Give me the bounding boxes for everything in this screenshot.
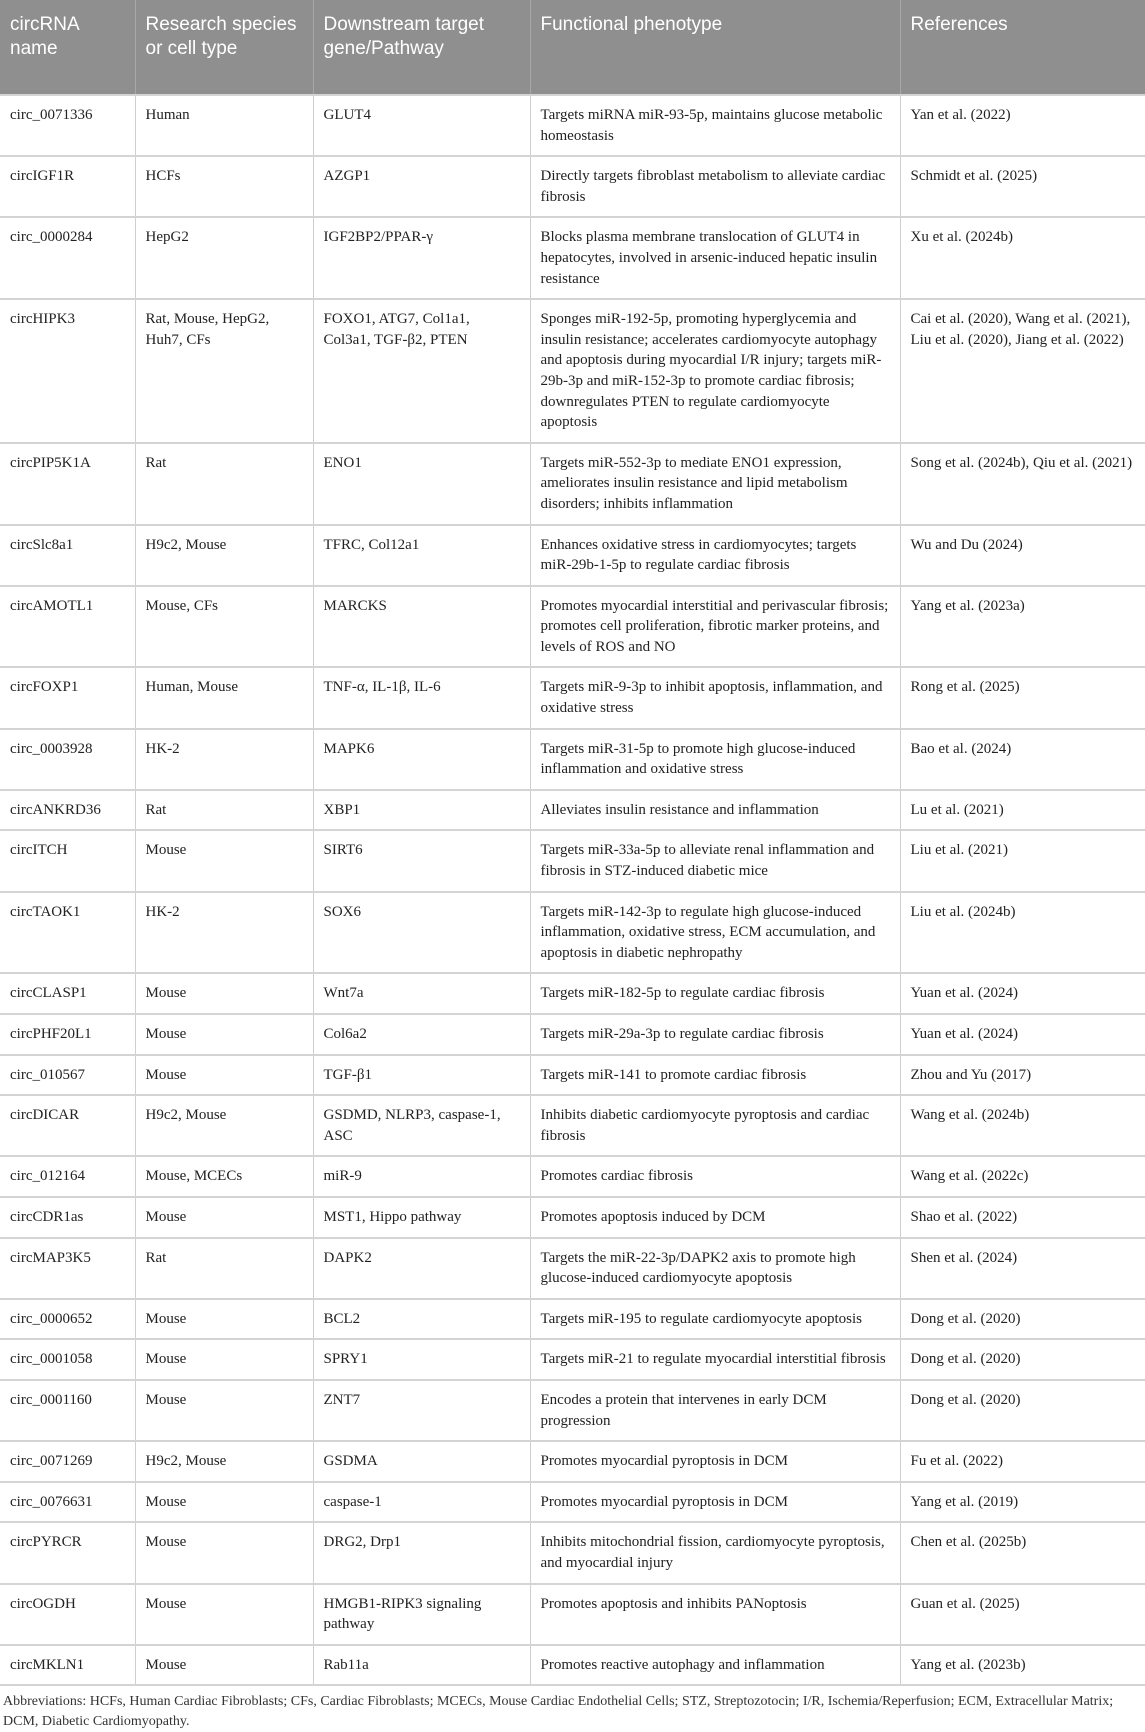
- cell-target: DRG2, Drp1: [313, 1522, 530, 1583]
- cell-references: Dong et al. (2020): [900, 1380, 1145, 1441]
- cell-references: Wu and Du (2024): [900, 525, 1145, 586]
- cell-circrna-name: circFOXP1: [0, 667, 135, 728]
- cell-circrna-name: circ_012164: [0, 1156, 135, 1197]
- cell-species: Human: [135, 95, 313, 156]
- cell-species: Rat: [135, 443, 313, 525]
- table-row: [0, 729, 1145, 790]
- cell-circrna-name: circCDR1as: [0, 1197, 135, 1238]
- cell-references: Yuan et al. (2024): [900, 973, 1145, 1014]
- cell-target: IGF2BP2/PPAR-γ: [313, 217, 530, 299]
- table-row: [0, 1339, 1145, 1380]
- cell-references: Fu et al. (2022): [900, 1441, 1145, 1482]
- cell-references: Yang et al. (2019): [900, 1482, 1145, 1523]
- cell-circrna-name: circMAP3K5: [0, 1238, 135, 1299]
- cell-circrna-name: circANKRD36: [0, 790, 135, 831]
- cell-species: HK-2: [135, 729, 313, 790]
- cell-phenotype: Targets miR-31-5p to promote high glucose-induced inflammation and oxidative stress: [530, 729, 900, 790]
- header-target: Downstream target gene/Pathway: [313, 0, 530, 95]
- cell-references: Cai et al. (2020), Wang et al. (2021), Liu et al. (2020), Jiang et al. (2022): [900, 299, 1145, 443]
- cell-references: Yang et al. (2023a): [900, 586, 1145, 668]
- cell-target: TFRC, Col12a1: [313, 525, 530, 586]
- cell-target: AZGP1: [313, 156, 530, 217]
- table-row: [0, 525, 1145, 586]
- cell-references: Bao et al. (2024): [900, 729, 1145, 790]
- cell-species: Mouse: [135, 1055, 313, 1096]
- header-references: References: [900, 0, 1145, 95]
- cell-circrna-name: circSlc8a1: [0, 525, 135, 586]
- cell-phenotype: Blocks plasma membrane translocation of GLUT4 in hepatocytes, involved in arsenic-induced hepatic insulin resistance: [530, 217, 900, 299]
- table-row: [0, 973, 1145, 1014]
- cell-circrna-name: circ_0000652: [0, 1299, 135, 1340]
- header-species: Research species or cell type: [135, 0, 313, 95]
- cell-phenotype: Promotes apoptosis and inhibits PANoptosis: [530, 1584, 900, 1645]
- cell-target: Rab11a: [313, 1645, 530, 1686]
- table-row: [0, 1095, 1145, 1156]
- header-circrna-name: circRNA name: [0, 0, 135, 95]
- cell-references: Schmidt et al. (2025): [900, 156, 1145, 217]
- cell-species: Mouse: [135, 973, 313, 1014]
- table-row: [0, 299, 1145, 443]
- cell-target: Wnt7a: [313, 973, 530, 1014]
- cell-species: HCFs: [135, 156, 313, 217]
- cell-references: Liu et al. (2024b): [900, 892, 1145, 974]
- cell-circrna-name: circ_0076631: [0, 1482, 135, 1523]
- table-row: [0, 830, 1145, 891]
- cell-species: Human, Mouse: [135, 667, 313, 728]
- cell-target: ENO1: [313, 443, 530, 525]
- table-row: [0, 1055, 1145, 1096]
- cell-circrna-name: circ_010567: [0, 1055, 135, 1096]
- cell-circrna-name: circPHF20L1: [0, 1014, 135, 1055]
- cell-circrna-name: circ_0000284: [0, 217, 135, 299]
- cell-references: Wang et al. (2024b): [900, 1095, 1145, 1156]
- cell-species: Mouse: [135, 1584, 313, 1645]
- table-row: [0, 790, 1145, 831]
- cell-phenotype: Promotes myocardial pyroptosis in DCM: [530, 1482, 900, 1523]
- cell-species: HepG2: [135, 217, 313, 299]
- cell-target: BCL2: [313, 1299, 530, 1340]
- cell-circrna-name: circOGDH: [0, 1584, 135, 1645]
- table-row: [0, 1522, 1145, 1583]
- cell-references: Dong et al. (2020): [900, 1339, 1145, 1380]
- cell-phenotype: Inhibits mitochondrial fission, cardiomyocyte pyroptosis, and myocardial injury: [530, 1522, 900, 1583]
- cell-phenotype: Inhibits diabetic cardiomyocyte pyroptosis and cardiac fibrosis: [530, 1095, 900, 1156]
- cell-target: SPRY1: [313, 1339, 530, 1380]
- cell-phenotype: Sponges miR-192-5p, promoting hyperglycemia and insulin resistance; accelerates cardiomyocyte autophagy and apoptosis during myocardial I/R injury; targets miR-29b-3p and miR-152-3p to promote cardiac fibrosis; downregulates PTEN to regulate cardiomyocyte apoptosis: [530, 299, 900, 443]
- cell-references: Xu et al. (2024b): [900, 217, 1145, 299]
- table-row: [0, 892, 1145, 974]
- cell-species: Mouse: [135, 1339, 313, 1380]
- cell-species: Mouse: [135, 1645, 313, 1686]
- table-row: [0, 1584, 1145, 1645]
- cell-phenotype: Targets the miR-22-3p/DAPK2 axis to promote high glucose-induced cardiomyocyte apoptosis: [530, 1238, 900, 1299]
- cell-target: MAPK6: [313, 729, 530, 790]
- table-row: [0, 1299, 1145, 1340]
- cell-references: Chen et al. (2025b): [900, 1522, 1145, 1583]
- cell-references: Shao et al. (2022): [900, 1197, 1145, 1238]
- cell-references: Yuan et al. (2024): [900, 1014, 1145, 1055]
- cell-species: Mouse: [135, 1380, 313, 1441]
- cell-phenotype: Targets miRNA miR-93-5p, maintains glucose metabolic homeostasis: [530, 95, 900, 156]
- cell-species: Mouse: [135, 1014, 313, 1055]
- cell-circrna-name: circ_0001160: [0, 1380, 135, 1441]
- table-row: [0, 1238, 1145, 1299]
- cell-species: Mouse: [135, 1299, 313, 1340]
- cell-circrna-name: circ_0071269: [0, 1441, 135, 1482]
- cell-circrna-name: circIGF1R: [0, 156, 135, 217]
- cell-phenotype: Enhances oxidative stress in cardiomyocytes; targets miR-29b-1-5p to regulate cardiac fibrosis: [530, 525, 900, 586]
- cell-references: Song et al. (2024b), Qiu et al. (2021): [900, 443, 1145, 525]
- cell-phenotype: Promotes myocardial pyroptosis in DCM: [530, 1441, 900, 1482]
- cell-phenotype: Promotes myocardial interstitial and perivascular fibrosis; promotes cell proliferation, fibrotic marker proteins, and levels of ROS and NO: [530, 586, 900, 668]
- cell-circrna-name: circITCH: [0, 830, 135, 891]
- table-row: [0, 217, 1145, 299]
- cell-target: SIRT6: [313, 830, 530, 891]
- table-row: [0, 1197, 1145, 1238]
- cell-species: Mouse: [135, 830, 313, 891]
- footnote: Abbreviations: HCFs, Human Cardiac Fibroblasts; CFs, Cardiac Fibroblasts; MCECs, Mouse Cardiac Endothelial Cells; STZ, Streptozotocin; I/R, Ischemia/Reperfusion; ECM, Extracellular Matrix; DCM, Diabetic Cardiomyopathy.: [3, 1694, 1114, 1730]
- cell-target: TGF-β1: [313, 1055, 530, 1096]
- cell-phenotype: Targets miR-21 to regulate myocardial interstitial fibrosis: [530, 1339, 900, 1380]
- table-row: [0, 586, 1145, 668]
- cell-circrna-name: circDICAR: [0, 1095, 135, 1156]
- cell-phenotype: Targets miR-33a-5p to alleviate renal inflammation and fibrosis in STZ-induced diabetic mice: [530, 830, 900, 891]
- cell-phenotype: Targets miR-142-3p to regulate high glucose-induced inflammation, oxidative stress, ECM accumulation, and apoptosis in diabetic nephropathy: [530, 892, 900, 974]
- cell-phenotype: Targets miR-9-3p to inhibit apoptosis, inflammation, and oxidative stress: [530, 667, 900, 728]
- cell-circrna-name: circ_0071336: [0, 95, 135, 156]
- table-row: [0, 1482, 1145, 1523]
- cell-phenotype: Targets miR-195 to regulate cardiomyocyte apoptosis: [530, 1299, 900, 1340]
- table-row: [0, 1441, 1145, 1482]
- cell-references: Wang et al. (2022c): [900, 1156, 1145, 1197]
- cell-species: HK-2: [135, 892, 313, 974]
- cell-target: TNF-α, IL-1β, IL-6: [313, 667, 530, 728]
- cell-references: Yang et al. (2023b): [900, 1645, 1145, 1686]
- cell-species: Rat: [135, 1238, 313, 1299]
- cell-references: Lu et al. (2021): [900, 790, 1145, 831]
- cell-target: MARCKS: [313, 586, 530, 668]
- cell-phenotype: Encodes a protein that intervenes in early DCM progression: [530, 1380, 900, 1441]
- cell-species: Mouse, CFs: [135, 586, 313, 668]
- cell-species: H9c2, Mouse: [135, 1095, 313, 1156]
- cell-circrna-name: circ_0001058: [0, 1339, 135, 1380]
- cell-species: Mouse: [135, 1197, 313, 1238]
- table-row: [0, 667, 1145, 728]
- cell-phenotype: Targets miR-552-3p to mediate ENO1 expression, ameliorates insulin resistance and lipid metabolism disorders; inhibits inflammation: [530, 443, 900, 525]
- cell-phenotype: Promotes reactive autophagy and inflammation: [530, 1645, 900, 1686]
- table-row: [0, 443, 1145, 525]
- cell-phenotype: Targets miR-29a-3p to regulate cardiac fibrosis: [530, 1014, 900, 1055]
- cell-circrna-name: circCLASP1: [0, 973, 135, 1014]
- cell-species: H9c2, Mouse: [135, 1441, 313, 1482]
- cell-references: Zhou and Yu (2017): [900, 1055, 1145, 1096]
- cell-phenotype: Alleviates insulin resistance and inflammation: [530, 790, 900, 831]
- cell-target: GLUT4: [313, 95, 530, 156]
- table-row: [0, 1156, 1145, 1197]
- cell-target: XBP1: [313, 790, 530, 831]
- cell-phenotype: Promotes apoptosis induced by DCM: [530, 1197, 900, 1238]
- table-row: [0, 1380, 1145, 1441]
- cell-circrna-name: circPIP5K1A: [0, 443, 135, 525]
- table-row: [0, 1014, 1145, 1055]
- cell-phenotype: Promotes cardiac fibrosis: [530, 1156, 900, 1197]
- cell-target: MST1, Hippo pathway: [313, 1197, 530, 1238]
- cell-references: Yan et al. (2022): [900, 95, 1145, 156]
- cell-references: Dong et al. (2020): [900, 1299, 1145, 1340]
- cell-circrna-name: circHIPK3: [0, 299, 135, 443]
- cell-target: GSDMD, NLRP3, caspase-1, ASC: [313, 1095, 530, 1156]
- header-row: [0, 0, 1145, 95]
- cell-species: Mouse: [135, 1522, 313, 1583]
- cell-target: SOX6: [313, 892, 530, 974]
- cell-circrna-name: circMKLN1: [0, 1645, 135, 1686]
- table-row: [0, 95, 1145, 156]
- cell-species: Mouse: [135, 1482, 313, 1523]
- cell-circrna-name: circ_0003928: [0, 729, 135, 790]
- cell-target: caspase-1: [313, 1482, 530, 1523]
- cell-references: Shen et al. (2024): [900, 1238, 1145, 1299]
- cell-target: DAPK2: [313, 1238, 530, 1299]
- cell-species: Rat, Mouse, HepG2, Huh7, CFs: [135, 299, 313, 443]
- cell-references: Liu et al. (2021): [900, 830, 1145, 891]
- cell-target: GSDMA: [313, 1441, 530, 1482]
- cell-circrna-name: circTAOK1: [0, 892, 135, 974]
- cell-target: HMGB1-RIPK3 signaling pathway: [313, 1584, 530, 1645]
- cell-circrna-name: circPYRCR: [0, 1522, 135, 1583]
- header-phenotype: Functional phenotype: [530, 0, 900, 95]
- cell-target: FOXO1, ATG7, Col1a1, Col3a1, TGF-β2, PTEN: [313, 299, 530, 443]
- cell-target: ZNT7: [313, 1380, 530, 1441]
- table-row: [0, 1645, 1145, 1686]
- cell-target: Col6a2: [313, 1014, 530, 1055]
- table-row: [0, 156, 1145, 217]
- cell-references: Guan et al. (2025): [900, 1584, 1145, 1645]
- cell-target: miR-9: [313, 1156, 530, 1197]
- cell-phenotype: Targets miR-141 to promote cardiac fibrosis: [530, 1055, 900, 1096]
- cell-species: Mouse, MCECs: [135, 1156, 313, 1197]
- cell-references: Rong et al. (2025): [900, 667, 1145, 728]
- cell-species: Rat: [135, 790, 313, 831]
- cell-species: H9c2, Mouse: [135, 525, 313, 586]
- cell-circrna-name: circAMOTL1: [0, 586, 135, 668]
- cell-phenotype: Directly targets fibroblast metabolism to alleviate cardiac fibrosis: [530, 156, 900, 217]
- cell-phenotype: Targets miR-182-5p to regulate cardiac fibrosis: [530, 973, 900, 1014]
